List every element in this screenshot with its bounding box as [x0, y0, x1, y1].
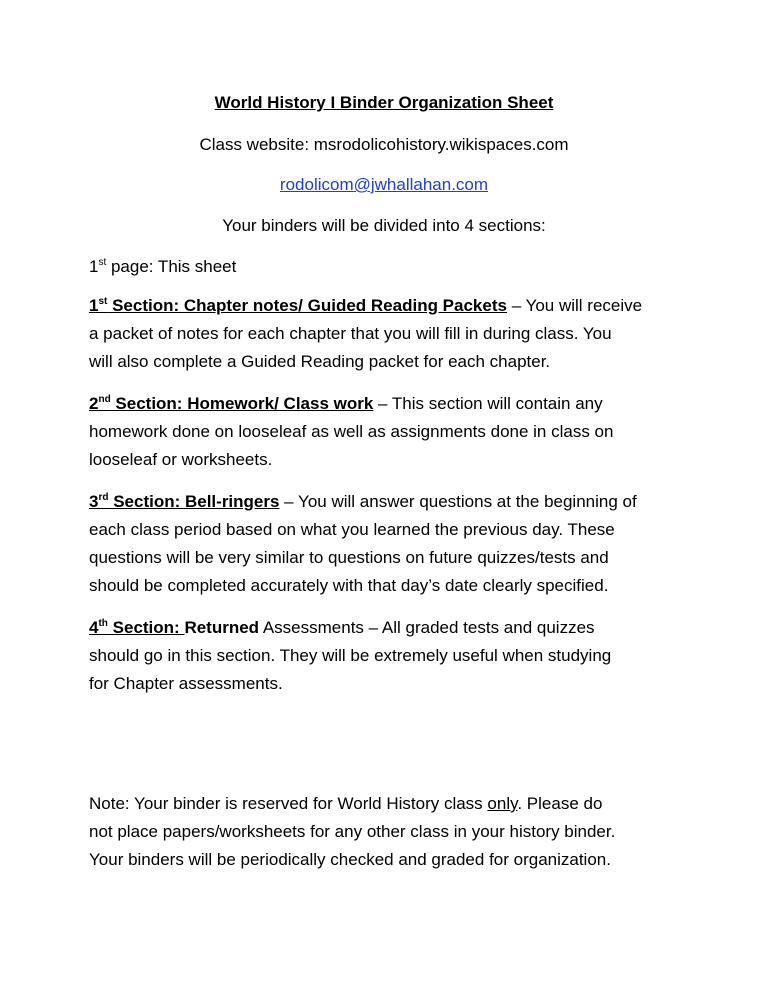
document-title: World History I Binder Organization Sheet — [214, 93, 554, 112]
section-1-heading-text: Section: Chapter notes/ Guided Reading Packets — [107, 296, 507, 315]
section-1-heading — [89, 296, 507, 315]
section-2-line-3: looseleaf or worksheets. — [89, 450, 273, 469]
first-page-line — [89, 253, 689, 281]
section-3-line-2: each class period based on what you learned the previous day. These — [89, 520, 615, 539]
first-page-ordinal: st — [98, 257, 107, 268]
section-3-line-3: questions will be very similar to questions on future quizzes/tests and — [89, 548, 609, 567]
section-1-line-3: will also complete a Guided Reading packet for each chapter. — [89, 352, 551, 371]
section-4-number: 4 — [89, 618, 99, 637]
section-4-line-1: Assessments – All graded tests and quizzes — [259, 618, 595, 637]
section-1-number: 1 — [89, 296, 99, 315]
section-1-ordinal: st — [98, 296, 108, 307]
section-4-heading — [89, 618, 184, 637]
section-3-line-4: should be completed accurately with that day’s date clearly specified. — [89, 576, 609, 595]
section-4-line-2: should go in this section. They will be extremely useful when studying — [89, 646, 612, 665]
teacher-email-link[interactable]: rodolicom@jwhallahan.com — [279, 175, 489, 194]
section-3-line-1: – You will answer questions at the beginning of — [279, 492, 637, 511]
sections-intro: Your binders will be divided into 4 sections: — [222, 216, 546, 235]
note-paragraph — [89, 790, 689, 874]
section-2-line-2: homework done on looseleaf as well as assignments done in class on — [89, 422, 614, 441]
section-3-ordinal: rd — [98, 492, 109, 503]
section-1-line-1: – You will receive — [506, 296, 643, 315]
section-4-ordinal: th — [98, 618, 108, 629]
section-2-heading-text: Section: Homework/ Class work — [110, 394, 374, 413]
section-2-line-1: – This section will contain any — [373, 394, 603, 413]
note-line-1-after: . Please do — [517, 794, 603, 813]
section-1-paragraph — [89, 292, 689, 376]
note-only-emphasis: only — [487, 794, 518, 813]
note-line-3: Your binders will be periodically checked and graded for organization. — [89, 850, 611, 869]
section-3-paragraph — [89, 488, 689, 600]
first-page-number: 1 — [89, 257, 99, 276]
section-3-number: 3 — [89, 492, 99, 511]
note-line-1-before: Note: Your binder is reserved for World History class — [89, 794, 488, 813]
section-3-heading — [89, 492, 279, 511]
section-2-number: 2 — [89, 394, 99, 413]
section-4-heading-text: Section: — [107, 618, 185, 637]
note-line-2: not place papers/worksheets for any other class in your history binder. — [89, 822, 616, 841]
section-4-heading-bold: Returned — [184, 618, 260, 637]
class-website-line: Class website: msrodolicohistory.wikispaces.com — [199, 135, 569, 154]
first-page-text: page: This sheet — [106, 257, 237, 276]
section-4-paragraph — [89, 614, 689, 698]
section-1-line-2: a packet of notes for each chapter that you will fill in during class. You — [89, 324, 612, 343]
section-2-paragraph — [89, 390, 689, 474]
section-2-heading — [89, 394, 373, 413]
section-4-line-3: for Chapter assessments. — [89, 674, 283, 693]
section-2-ordinal: nd — [98, 394, 111, 405]
section-3-heading-text: Section: Bell-ringers — [108, 492, 280, 511]
